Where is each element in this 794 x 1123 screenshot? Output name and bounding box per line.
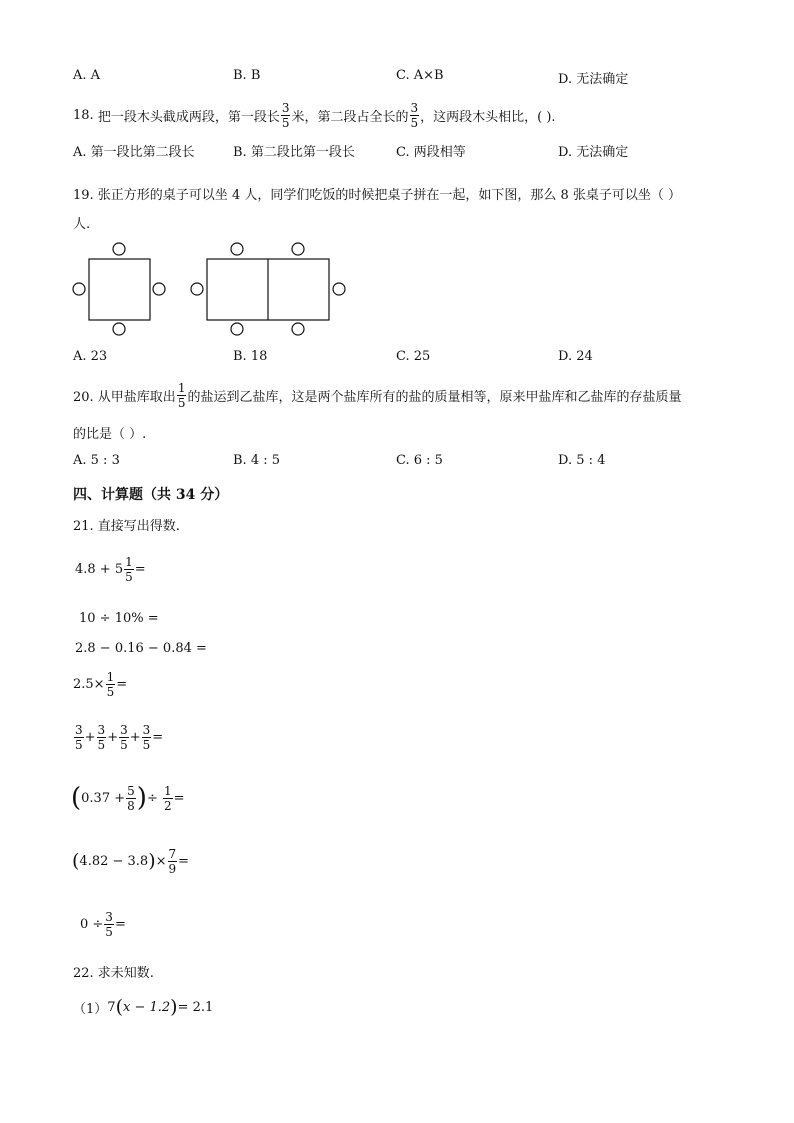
fraction-denominator: 5: [410, 115, 419, 130]
single-table: [89, 259, 150, 320]
fraction-denominator: 5: [120, 737, 128, 752]
fraction-numerator: 3: [120, 722, 128, 737]
section-title: 四、计算题（共 34 分）: [73, 487, 229, 503]
left-paren: (: [115, 996, 123, 1018]
expression-fraction: [163, 785, 173, 812]
expression-fraction: [97, 724, 107, 751]
q19-option-c: C. 25: [396, 349, 431, 364]
plus-sign: +: [107, 729, 119, 745]
equals-sign: =: [178, 853, 190, 869]
q17-option-c: C. A×B: [396, 68, 444, 83]
q18-text-2: 米，第二段占全长的: [291, 109, 409, 125]
expression-text: 0 ÷: [80, 916, 104, 932]
fraction-denominator: 5: [142, 737, 151, 752]
expression-fraction: [74, 724, 84, 751]
seat-circle: [191, 283, 203, 295]
q20-text-2: 的盐运到乙盐库，这是两个盐库所有的盐的质量相等，原来甲盐库和乙盐库的存盐质量: [187, 389, 682, 405]
q18-text-3: ，这两段木头相比，( ).: [420, 109, 556, 125]
fraction-numerator: 3: [410, 100, 419, 115]
equals-sign: =: [116, 676, 128, 692]
seat-circle: [231, 323, 243, 335]
fraction-numerator: 3: [75, 722, 83, 737]
fraction-numerator: 1: [125, 554, 133, 569]
q17-option-a: A. A: [73, 68, 101, 83]
q20-text-1: 20. 从甲盐库取出: [73, 389, 176, 405]
expression-text: 4.82 − 3.8: [79, 853, 149, 869]
fraction-denominator: 5: [125, 569, 133, 584]
fraction-numerator: 3: [281, 100, 290, 115]
q18-stem: [73, 100, 556, 130]
seat-circle: [292, 323, 304, 335]
q19-option-b: B. 18: [233, 349, 268, 364]
divide-sign: ÷: [146, 790, 158, 806]
expression-text: 0.37 +: [81, 790, 126, 806]
plus-sign: +: [129, 729, 141, 745]
fraction-numerator: 3: [142, 722, 151, 737]
right-paren: ): [148, 850, 156, 872]
q21-expression-2: 10 ÷ 10% =: [79, 611, 159, 626]
fraction-denominator: 5: [105, 924, 113, 939]
fraction-denominator: 2: [163, 798, 172, 813]
fraction-numerator: 1: [177, 380, 186, 395]
equation-inner: x − 1.2: [122, 999, 171, 1015]
q18-option-d: D. 无法确定: [558, 145, 629, 160]
fraction-numerator: 7: [168, 846, 177, 861]
q18-text-1: 把一段木头截成两段，第一段长: [97, 109, 280, 125]
seat-circle: [153, 283, 165, 295]
multiply-sign: ×: [155, 853, 167, 869]
seat-circle: [231, 243, 243, 255]
q18-number: 18.: [73, 107, 94, 123]
fraction-denominator: 5: [106, 684, 115, 699]
equation-rhs: = 2.1: [177, 999, 214, 1015]
q18-fraction-2: [410, 102, 420, 129]
q21-expression-6: [71, 776, 185, 820]
right-paren: ): [170, 996, 178, 1018]
q20-stem-line2: 的比是（ ）.: [73, 427, 147, 442]
coefficient: 7: [107, 999, 116, 1015]
fraction-numerator: 1: [163, 783, 172, 798]
q18-option-b: B. 第二段比第一段长: [233, 145, 355, 160]
q20-fraction: [177, 382, 187, 409]
fraction-denominator: 5: [177, 395, 186, 410]
fraction-numerator: 3: [97, 722, 106, 737]
equals-sign: =: [134, 561, 146, 577]
part-label: （1）: [73, 1001, 108, 1017]
seat-circle: [113, 243, 125, 255]
left-paren: (: [72, 850, 80, 872]
q20-option-d: D. 5 : 4: [558, 453, 606, 468]
fraction-numerator: 1: [106, 669, 115, 684]
seat-circle: [333, 283, 345, 295]
fraction-denominator: 8: [127, 798, 135, 813]
q20-option-c: C. 6 : 5: [396, 453, 443, 468]
table-arrangement-figure: [68, 238, 358, 338]
q18-fraction-1: [281, 102, 291, 129]
q21-expression-4: [73, 666, 127, 702]
equals-sign: =: [114, 916, 126, 932]
expression-fraction: [142, 724, 152, 751]
expression-fraction: [168, 848, 178, 875]
q21-expression-3: 2.8 − 0.16 − 0.84 =: [75, 641, 207, 656]
q21-expression-8: [80, 905, 126, 943]
q19-option-a: A. 23: [73, 349, 108, 364]
q22-part-1: [73, 993, 213, 1021]
fraction-denominator: 5: [75, 737, 83, 752]
q18-option-a: A. 第一段比第二段长: [73, 145, 195, 160]
q17-option-b: B. B: [233, 68, 261, 83]
fraction-denominator: 9: [168, 861, 177, 876]
equals-sign: =: [173, 790, 185, 806]
expression-fraction: [119, 724, 129, 751]
expression-fraction: [126, 785, 136, 812]
fraction-numerator: 3: [105, 909, 113, 924]
expression-fraction: [104, 911, 114, 938]
seat-circle: [113, 323, 125, 335]
equals-sign: =: [152, 729, 164, 745]
q17-option-d: D. 无法确定: [558, 72, 629, 87]
fraction-denominator: 5: [97, 737, 106, 752]
q19-stem-line1: 19. 张正方形的桌子可以坐 4 人，同学们吃饭的时候把桌子拼在一起，如下图，那么 8 张桌子可以坐（ ）: [73, 188, 682, 203]
q19-option-d: D. 24: [558, 349, 593, 364]
expression-fraction: [124, 556, 134, 583]
expression-fraction: [106, 671, 116, 698]
q21-expression-1: [75, 551, 146, 587]
q22-title: 22. 求未知数.: [73, 966, 154, 981]
expression-text: 2.5×: [73, 676, 105, 692]
q21-expression-7: [72, 842, 189, 880]
q20-stem-line1: [73, 379, 681, 411]
left-paren: (: [71, 783, 82, 813]
seat-circle: [292, 243, 304, 255]
seat-circle: [73, 283, 85, 295]
fraction-denominator: 5: [281, 115, 290, 130]
q21-title: 21. 直接写出得数.: [73, 519, 180, 534]
q21-expression-5: [73, 718, 163, 756]
q19-stem-line2: 人.: [73, 217, 91, 232]
right-paren: ): [136, 783, 147, 813]
fraction-numerator: 5: [127, 783, 135, 798]
plus-sign: +: [84, 729, 96, 745]
expression-text: 4.8 + 5: [75, 561, 124, 577]
q20-option-a: A. 5 : 3: [73, 453, 120, 468]
q18-option-c: C. 两段相等: [396, 145, 466, 160]
q20-option-b: B. 4 : 5: [233, 453, 281, 468]
